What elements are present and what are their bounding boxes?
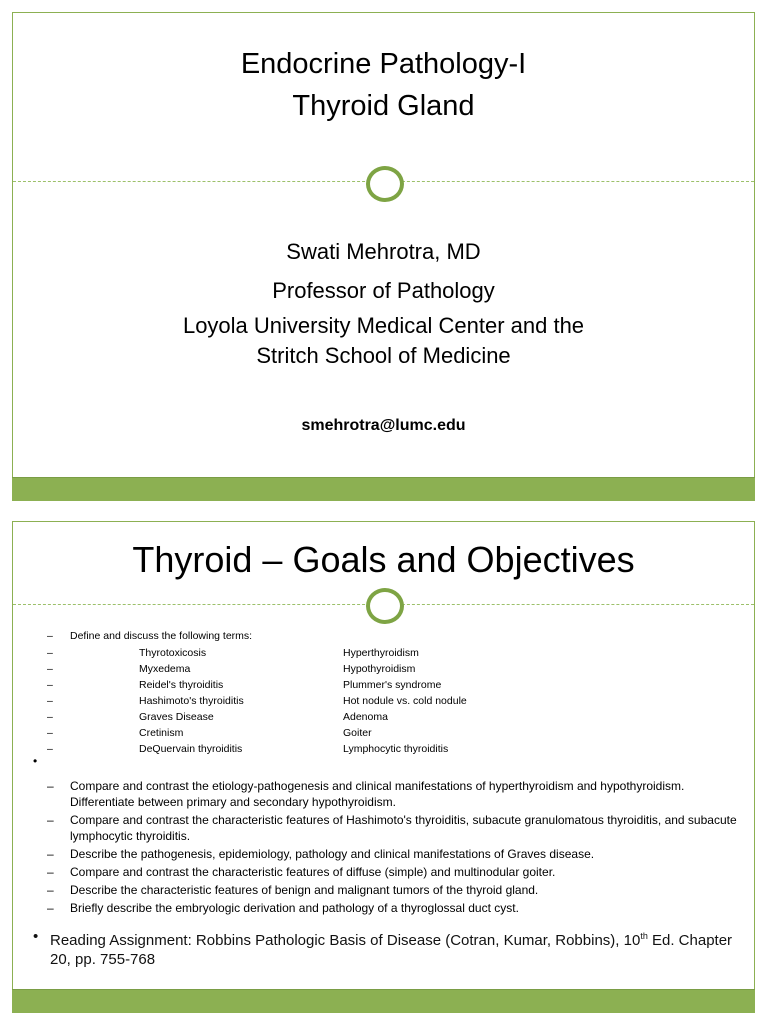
bullet-marker: • xyxy=(33,928,39,945)
affiliation-line-1: Loyola University Medical Center and the xyxy=(182,313,585,338)
term-right: Adenoma xyxy=(343,711,388,723)
term-row xyxy=(13,663,756,679)
term-right: Plummer's syndrome xyxy=(343,679,442,691)
term-right: Lymphocytic thyroiditis xyxy=(343,743,449,755)
term-right: Hypothyroidism xyxy=(343,663,416,675)
term-left: Hashimoto's thyroiditis xyxy=(139,695,244,707)
dash-marker: – xyxy=(47,679,53,691)
slide-goals xyxy=(12,521,755,1013)
terms-intro: Define and discuss the following terms: xyxy=(70,630,253,642)
term-row xyxy=(13,727,756,743)
reading-assignment xyxy=(33,927,738,969)
term-right: Hyperthyroidism xyxy=(343,647,419,659)
term-row xyxy=(13,695,756,711)
term-row xyxy=(13,679,756,695)
dash-marker: – xyxy=(47,743,53,755)
reading-text-main: Reading Assignment: Robbins Pathologic Basis of Disease (Cotran, Kumar, Robbins), 10 xyxy=(50,932,641,949)
term-left: Thyrotoxicosis xyxy=(139,647,207,659)
dash-marker: – xyxy=(47,663,53,675)
circle-ornament-icon xyxy=(366,166,404,202)
objective-text: Compare and contrast the characteristic features of Hashimoto's thyroiditis, subacute granulomatous thyroiditis, and subacute lymphocytic thyroiditis. xyxy=(70,813,737,843)
title-line-1: Endocrine Pathology-I xyxy=(240,48,527,80)
affiliation xyxy=(13,311,754,371)
objectives-list xyxy=(13,778,756,918)
dash-marker: – xyxy=(47,695,53,707)
footer-bar xyxy=(12,989,755,1013)
dash-marker: – xyxy=(47,630,53,642)
term-right: Goiter xyxy=(343,727,372,739)
objective-text: Describe the characteristic features of benign and malignant tumors of the thyroid gland. xyxy=(70,883,539,897)
dash-marker: – xyxy=(47,901,54,915)
dash-marker: – xyxy=(47,779,54,793)
dash-marker: – xyxy=(47,865,54,879)
dash-marker: – xyxy=(47,647,53,659)
slide-title xyxy=(12,12,755,501)
objective-item xyxy=(13,900,756,916)
term-left: Reidel's thyroiditis xyxy=(139,679,224,691)
term-left: Cretinism xyxy=(139,727,184,739)
term-left: Graves Disease xyxy=(139,711,214,723)
reading-superscript: th xyxy=(640,931,648,941)
dash-marker: – xyxy=(47,883,54,897)
objective-item xyxy=(13,882,756,898)
author-position: Professor of Pathology xyxy=(272,278,495,303)
objective-item xyxy=(13,778,756,810)
author-block xyxy=(13,232,754,310)
footer-bar xyxy=(12,477,755,501)
email-link[interactable]: smehrotra@lumc.edu xyxy=(301,417,466,434)
term-row xyxy=(13,711,756,727)
objective-item xyxy=(13,812,756,844)
dash-marker: – xyxy=(47,727,53,739)
dash-marker: – xyxy=(47,813,54,827)
objective-text: Compare and contrast the etiology-pathogenesis and clinical manifestations of hyperthyroidism and hypothyroidism. Differentiate between primary and secondary hypothyroidism. xyxy=(70,779,685,809)
objective-text: Briefly describe the embryologic derivation and pathology of a thyroglossal duct cyst. xyxy=(70,901,519,915)
reading-text xyxy=(33,927,738,969)
circle-ornament-icon xyxy=(366,588,404,624)
dash-marker: – xyxy=(47,711,53,723)
author-name: Swati Mehrotra, MD xyxy=(286,239,481,264)
reading-text-tail: Ed. Chapter 20, pp. 755-768 xyxy=(50,932,733,968)
dash-marker: – xyxy=(47,847,54,861)
bullet-marker: • xyxy=(33,754,38,768)
term-left: Myxedema xyxy=(139,663,191,675)
slide-1-title xyxy=(13,43,754,127)
term-row xyxy=(13,647,756,663)
objective-text: Compare and contrast the characteristic features of diffuse (simple) and multinodular goiter. xyxy=(70,865,556,879)
objective-item xyxy=(13,846,756,862)
objective-item xyxy=(13,864,756,880)
slide-2-title: Thyroid – Goals and Objectives xyxy=(132,539,635,580)
objective-text: Describe the pathogenesis, epidemiology, pathology and clinical manifestations of Graves disease. xyxy=(70,847,595,861)
term-left: DeQuervain thyroiditis xyxy=(139,743,243,755)
title-line-2: Thyroid Gland xyxy=(292,90,475,122)
terms-intro-row xyxy=(13,630,756,646)
term-row xyxy=(13,743,756,759)
affiliation-line-2: Stritch School of Medicine xyxy=(256,343,511,368)
term-right: Hot nodule vs. cold nodule xyxy=(343,695,467,707)
